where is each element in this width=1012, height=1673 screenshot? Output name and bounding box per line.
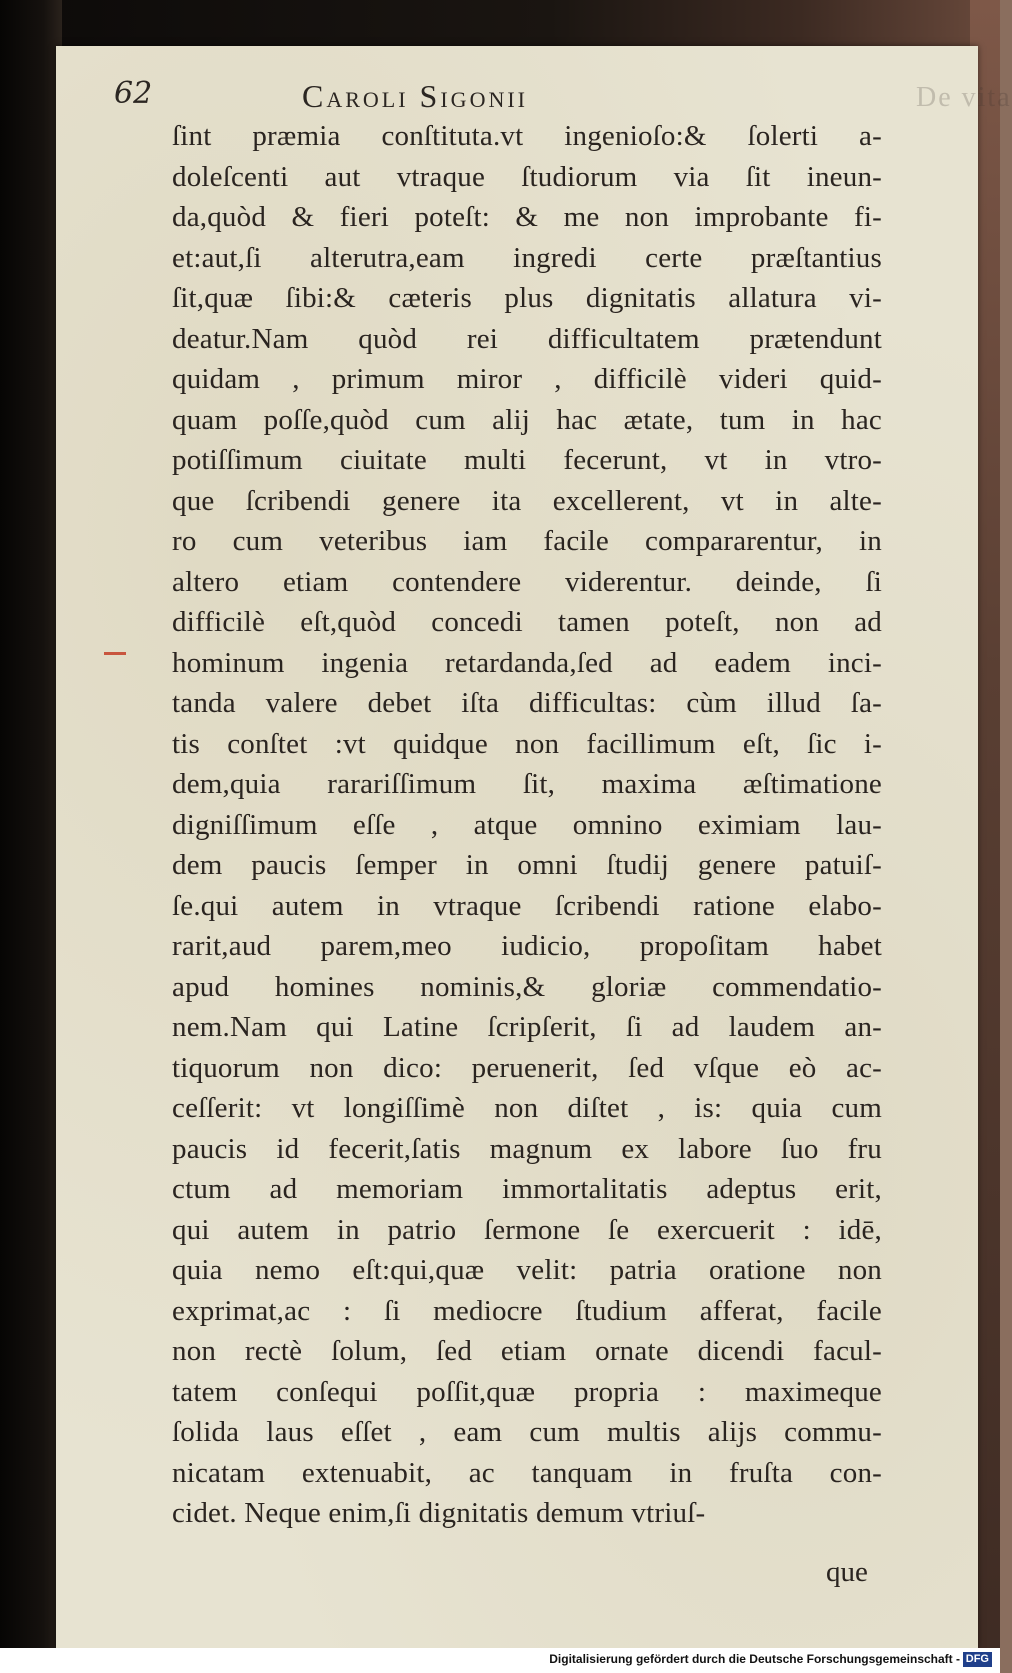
text-line: cidet. Neque enim,ſi dignitatis demum vtriuſ- xyxy=(172,1497,706,1529)
running-head: Caroli Sigonii xyxy=(302,78,528,114)
text-line: qui autem in patrio ſermone ſe exercuerit : idē, xyxy=(172,1213,882,1246)
text-line: deatur.Nam quòd rei difficultatem prætendunt xyxy=(172,322,882,355)
text-line: hominum ingenia retardanda,ſed ad eadem inci- xyxy=(172,646,882,679)
text-line: dem,quia rarariſſimum ſit, maxima æſtimatione xyxy=(172,768,882,800)
text-line: exprimat,ac : ſi mediocre ſtudium afferat, facile xyxy=(172,1294,882,1327)
text-line: digniſſimum eſſe , atque omnino eximiam lau- xyxy=(172,808,882,841)
text-line: tatem conſequi poſſit,quæ propria : maximeque xyxy=(172,1375,882,1408)
footer-bar xyxy=(0,1648,1000,1673)
text-line: ſe.qui autem in vtraque ſcribendi ratione elabo- xyxy=(172,889,882,922)
text-line: ceſſerit: vt longiſſimè non diſtet , is: quia cum xyxy=(172,1092,882,1124)
text-line: ſolida laus eſſet , eam cum multis alijs commu- xyxy=(172,1416,882,1448)
text-line: ſint præmia conſtituta.vt ingenioſo:& ſolerti a- xyxy=(172,120,882,152)
text-line: da,quòd & fieri poteſt: & me non improbante fi- xyxy=(172,201,882,233)
text-line: dem paucis ſemper in omni ſtudij genere patuiſ- xyxy=(172,849,882,881)
text-line: ro cum veteribus iam facile compararentur, in xyxy=(172,525,882,557)
text-line: et:aut,ſi alterutra,eam ingredi certe præſtantius xyxy=(172,241,882,274)
text-line: quidam , primum miror , difficilè videri quid- xyxy=(172,363,882,395)
scan-background-top xyxy=(0,0,1000,48)
bleed-through-text: De vita xyxy=(916,82,1012,113)
text-line: nicatam extenuabit, ac tanquam in fruſta con- xyxy=(172,1456,882,1489)
text-line: ctum ad memoriam immortalitatis adeptus erit, xyxy=(172,1173,882,1205)
text-line: quam poſſe,quòd cum alij hac ætate, tum in hac xyxy=(172,403,882,436)
margin-mark xyxy=(104,652,126,655)
text-line: rarit,aud parem,meo iudicio, propoſitam habet xyxy=(172,930,882,962)
text-line: tis conſtet :vt quidque non facillimum eſt, ſic i- xyxy=(172,727,882,760)
text-line: paucis id fecerit,ſatis magnum ex labore ſuo fru xyxy=(172,1132,882,1165)
text-line: non rectè ſolum, ſed etiam ornate dicendi facul- xyxy=(172,1335,882,1367)
text-line: potiſſimum ciuitate multi fecerunt, vt in vtro- xyxy=(172,444,882,476)
page-number: 62 xyxy=(114,76,153,111)
text-line: difficilè eſt,quòd concedi tamen poteſt, non ad xyxy=(172,606,882,638)
catchword: que xyxy=(826,1556,868,1588)
body-text xyxy=(172,116,882,1534)
text-line: ſit,quæ ſibi:& cæteris plus dignitatis allatura vi- xyxy=(172,282,882,314)
text-line: tiquorum non dico: peruenerit, ſed vſque eò ac- xyxy=(172,1051,882,1084)
text-line: nem.Nam qui Latine ſcripſerit, ſi ad laudem an- xyxy=(172,1011,882,1043)
text-line: tanda valere debet iſta difficultas: cùm illud ſa- xyxy=(172,687,882,719)
text-line: altero etiam contendere viderentur. deinde, ſi xyxy=(172,565,882,598)
dfg-logo-icon: DFG xyxy=(963,1652,992,1667)
text-line: que ſcribendi genere ita excellerent, vt in alte- xyxy=(172,484,882,517)
footer-credit: Digitalisierung gefördert durch die Deutsche Forschungsgemeinschaft - xyxy=(549,1652,960,1666)
text-line: doleſcenti aut vtraque ſtudiorum via ſit ineun- xyxy=(172,160,882,193)
page-header xyxy=(114,58,1012,118)
scan-background-left xyxy=(0,0,62,1673)
text-line: apud homines nominis,& gloriæ commendatio- xyxy=(172,970,882,1003)
text-line: quia nemo eſt:qui,quæ velit: patria oratione non xyxy=(172,1254,882,1286)
